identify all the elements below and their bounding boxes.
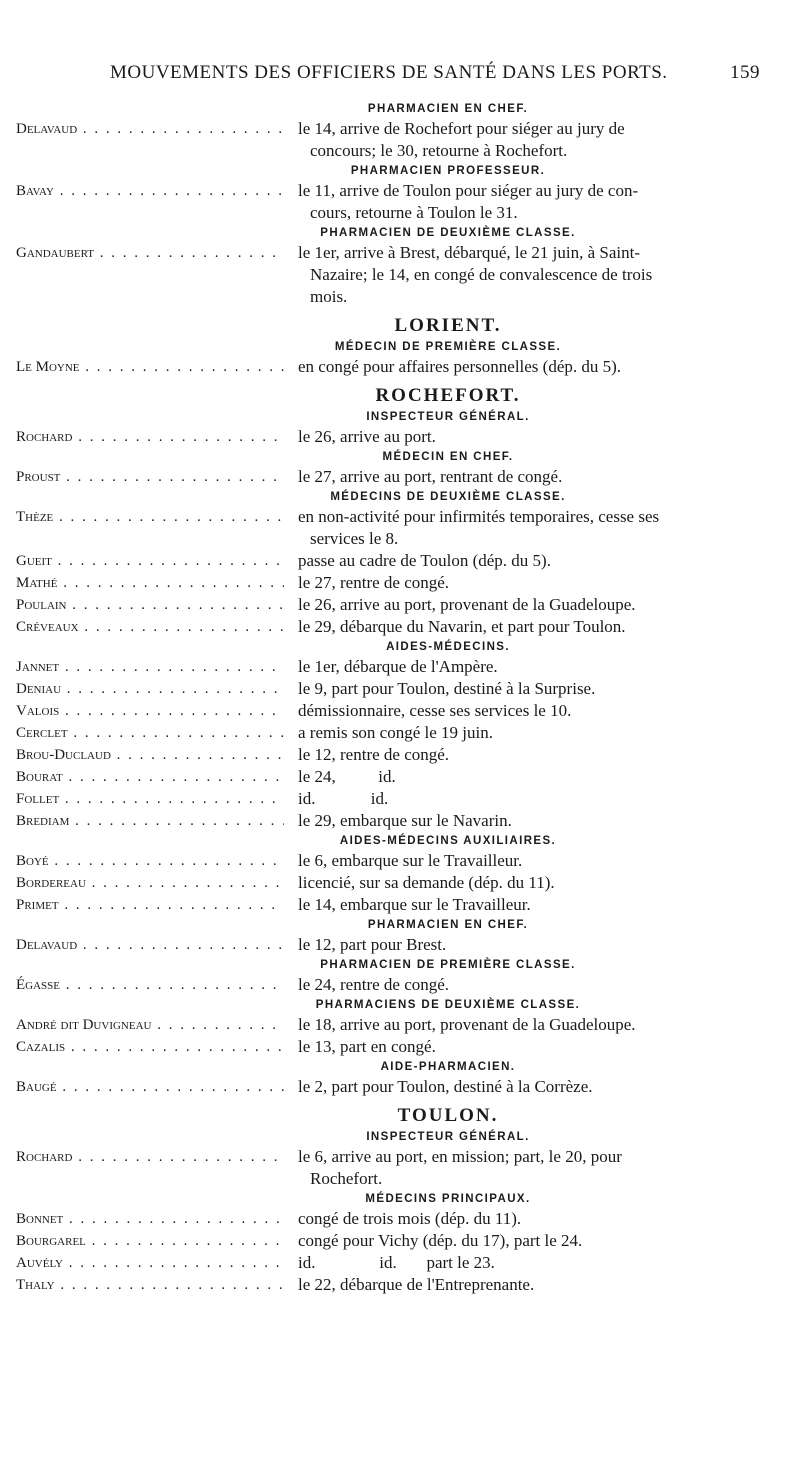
movement-line: congé de trois mois (dép. du 11). bbox=[298, 1209, 522, 1228]
movement-line: le 2, part pour Toulon, destiné à la Corrèze. bbox=[298, 1077, 593, 1096]
movement-text bbox=[284, 594, 760, 616]
movement-text bbox=[284, 722, 760, 744]
officer-name: Brou-Duclaud . . . bbox=[16, 744, 284, 766]
movement-line: le 6, arrive au port, en mission; part, le 20, pour bbox=[298, 1147, 622, 1166]
officer-name: Primet . . . bbox=[16, 894, 284, 916]
movement-line: id. id. part le 23. bbox=[298, 1253, 495, 1272]
officer-name: Brediam . . . bbox=[16, 810, 284, 832]
movement-text bbox=[284, 894, 760, 916]
officer-entry bbox=[16, 550, 760, 572]
movement-line: le 1er, débarque de l'Ampère. bbox=[298, 657, 498, 676]
officer-name: Rochard . . . bbox=[16, 426, 284, 448]
movement-line: démissionnaire, cesse ses services le 10. bbox=[298, 701, 572, 720]
movement-line: le 27, rentre de congé. bbox=[298, 573, 450, 592]
movement-text bbox=[284, 850, 760, 872]
movement-line: services le 8. bbox=[310, 529, 399, 548]
movement-line: le 14, embarque sur le Travailleur. bbox=[298, 895, 531, 914]
officer-name: Bourat . . . bbox=[16, 766, 284, 788]
officer-name: Gandaubert . . . bbox=[16, 242, 284, 264]
officer-entry bbox=[16, 616, 760, 638]
running-head bbox=[110, 62, 760, 88]
movement-text bbox=[284, 1036, 760, 1058]
movement-text bbox=[284, 550, 760, 572]
officer-name: Mathé . . . bbox=[16, 572, 284, 594]
port-heading: LORIENT. bbox=[394, 315, 502, 336]
movement-line: le 24, rentre de congé. bbox=[298, 975, 450, 994]
officer-name: Poulain . . . bbox=[16, 594, 284, 616]
movement-line: concours; le 30, retourne à Rochefort. bbox=[310, 141, 568, 160]
officer-name: Follet . . . bbox=[16, 788, 284, 810]
movement-line: licencié, sur sa demande (dép. du 11). bbox=[298, 873, 555, 892]
movement-line: le 18, arrive au port, provenant de la Guadeloupe. bbox=[298, 1015, 636, 1034]
officer-entry bbox=[16, 1076, 760, 1098]
movement-text bbox=[284, 242, 760, 308]
officer-entry bbox=[16, 242, 760, 308]
grade-heading: PHARMACIEN EN CHEF. bbox=[367, 103, 529, 115]
movement-text bbox=[284, 1076, 760, 1098]
officer-entry bbox=[16, 974, 760, 996]
grade-heading: PHARMACIEN DE PREMIÈRE CLASSE. bbox=[320, 959, 576, 971]
officer-entry bbox=[16, 118, 760, 162]
movement-line: le 12, rentre de congé. bbox=[298, 745, 450, 764]
officer-name: André dit Duvigneau . . . bbox=[16, 1014, 284, 1036]
officer-entry bbox=[16, 810, 760, 832]
grade-heading: PHARMACIENS DE DEUXIÈME CLASSE. bbox=[315, 999, 581, 1011]
officer-entry bbox=[16, 572, 760, 594]
officer-name: Bordereau . . . bbox=[16, 872, 284, 894]
movement-line: le 26, arrive au port, provenant de la Guadeloupe. bbox=[298, 595, 636, 614]
movement-line: le 29, embarque sur le Navarin. bbox=[298, 811, 512, 830]
movement-line: le 22, débarque de l'Entreprenante. bbox=[298, 1275, 535, 1294]
movement-line: id. id. bbox=[298, 789, 389, 808]
officer-entry bbox=[16, 180, 760, 224]
movement-line: le 27, arrive au port, rentrant de congé. bbox=[298, 467, 563, 486]
officer-name: Cazalis . . . bbox=[16, 1036, 284, 1058]
movement-text bbox=[284, 1230, 760, 1252]
officer-name: Rochard . . . bbox=[16, 1146, 284, 1168]
movement-line: le 29, débarque du Navarin, et part pour Toulon. bbox=[298, 617, 626, 636]
grade-heading: INSPECTEUR GÉNÉRAL. bbox=[366, 1131, 530, 1143]
officer-entry bbox=[16, 766, 760, 788]
grade-heading: INSPECTEUR GÉNÉRAL. bbox=[366, 411, 530, 423]
movement-text bbox=[284, 872, 760, 894]
movement-line: Nazaire; le 14, en congé de convalescence de trois bbox=[310, 265, 653, 284]
movement-line: le 26, arrive au port. bbox=[298, 427, 436, 446]
movement-line: en non-activité pour infirmités temporaires, cesse ses bbox=[298, 507, 660, 526]
officer-entry bbox=[16, 1208, 760, 1230]
officer-entry bbox=[16, 426, 760, 448]
officer-name: Deniau . . . bbox=[16, 678, 284, 700]
page-number: 159 bbox=[730, 62, 760, 83]
movement-line: cours, retourne à Toulon le 31. bbox=[310, 203, 518, 222]
movement-text bbox=[284, 974, 760, 996]
officer-entry bbox=[16, 1146, 760, 1190]
officer-name: Boyé . . . bbox=[16, 850, 284, 872]
movement-text bbox=[284, 466, 760, 488]
movement-text bbox=[284, 426, 760, 448]
officer-name: Créveaux . . . bbox=[16, 616, 284, 638]
movement-text bbox=[284, 934, 760, 956]
movement-text bbox=[284, 810, 760, 832]
movement-line: le 24, id. bbox=[298, 767, 396, 786]
movement-line: le 12, part pour Brest. bbox=[298, 935, 447, 954]
movement-text bbox=[284, 700, 760, 722]
officer-entry bbox=[16, 872, 760, 894]
officer-entry bbox=[16, 700, 760, 722]
officer-name: Le Moyne . . . bbox=[16, 356, 284, 378]
officer-name: Bavay . . . bbox=[16, 180, 284, 202]
officer-entry bbox=[16, 722, 760, 744]
movement-line: le 11, arrive de Toulon pour siéger au jury de con- bbox=[298, 181, 639, 200]
movement-line: le 14, arrive de Rochefort pour siéger au jury de bbox=[298, 119, 625, 138]
grade-heading: MÉDECIN DE PREMIÈRE CLASSE. bbox=[334, 341, 562, 353]
officer-entry bbox=[16, 678, 760, 700]
officer-name: Égasse . . . bbox=[16, 974, 284, 996]
officer-entry bbox=[16, 1274, 760, 1296]
movement-line: en congé pour affaires personnelles (dép. du 5). bbox=[298, 357, 622, 376]
movement-line: congé pour Vichy (dép. du 17), part le 24. bbox=[298, 1231, 583, 1250]
officer-entry bbox=[16, 894, 760, 916]
movement-line: a remis son congé le 19 juin. bbox=[298, 723, 493, 742]
officer-entry bbox=[16, 1252, 760, 1274]
officer-name: Cerclet . . . bbox=[16, 722, 284, 744]
officer-entry bbox=[16, 1014, 760, 1036]
officer-entry bbox=[16, 656, 760, 678]
movement-line: le 6, embarque sur le Travailleur. bbox=[298, 851, 523, 870]
officer-entry bbox=[16, 934, 760, 956]
movement-text bbox=[284, 1014, 760, 1036]
movement-text bbox=[284, 1146, 760, 1190]
port-heading: TOULON. bbox=[397, 1105, 499, 1126]
officer-name: Bourgarel . . . bbox=[16, 1230, 284, 1252]
movement-text bbox=[284, 506, 760, 550]
officer-name: Baugé . . . bbox=[16, 1076, 284, 1098]
grade-heading: MÉDECIN EN CHEF. bbox=[382, 451, 514, 463]
officer-entry bbox=[16, 506, 760, 550]
officer-entry bbox=[16, 850, 760, 872]
officer-name: Thèze . . . bbox=[16, 506, 284, 528]
officer-entry bbox=[16, 594, 760, 616]
officer-entry bbox=[16, 1230, 760, 1252]
movement-text bbox=[284, 1252, 760, 1274]
officer-name: Valois . . . bbox=[16, 700, 284, 722]
grade-heading: AIDE-PHARMACIEN. bbox=[380, 1061, 516, 1073]
movement-text bbox=[284, 1274, 760, 1296]
grade-heading: MÉDECINS PRINCIPAUX. bbox=[365, 1193, 531, 1205]
grade-heading: AIDES-MÉDECINS. bbox=[386, 641, 510, 653]
movement-text bbox=[284, 766, 760, 788]
movement-line: le 1er, arrive à Brest, débarqué, le 21 juin, à Saint- bbox=[298, 243, 641, 262]
movement-line: Rochefort. bbox=[310, 1169, 383, 1188]
officer-name: Auvély . . . bbox=[16, 1252, 284, 1274]
movement-text bbox=[284, 180, 760, 224]
movement-text bbox=[284, 118, 760, 162]
movement-text bbox=[284, 744, 760, 766]
movement-text bbox=[284, 356, 760, 378]
running-title: MOUVEMENTS DES OFFICIERS DE SANTÉ DANS LES PORTS. bbox=[110, 62, 668, 83]
grade-heading: PHARMACIEN PROFESSEUR. bbox=[350, 165, 546, 177]
officer-name: Bonnet . . . bbox=[16, 1208, 284, 1230]
document-body bbox=[16, 100, 760, 1296]
officer-name: Gueit . . . bbox=[16, 550, 284, 572]
officer-name: Jannet . . . bbox=[16, 656, 284, 678]
officer-entry bbox=[16, 356, 760, 378]
officer-entry bbox=[16, 744, 760, 766]
officer-name: Delavaud . . . bbox=[16, 118, 284, 140]
movement-text bbox=[284, 678, 760, 700]
movement-text bbox=[284, 616, 760, 638]
movement-line: le 13, part en congé. bbox=[298, 1037, 436, 1056]
movement-line: passe au cadre de Toulon (dép. du 5). bbox=[298, 551, 551, 570]
grade-heading: PHARMACIEN EN CHEF. bbox=[367, 919, 529, 931]
grade-heading: PHARMACIEN DE DEUXIÈME CLASSE. bbox=[320, 227, 576, 239]
officer-name: Thaly . . . bbox=[16, 1274, 284, 1296]
officer-entry bbox=[16, 1036, 760, 1058]
officer-name: Proust . . . bbox=[16, 466, 284, 488]
grade-heading: AIDES-MÉDECINS AUXILIAIRES. bbox=[339, 835, 557, 847]
movement-text bbox=[284, 656, 760, 678]
movement-text bbox=[284, 788, 760, 810]
officer-name: Delavaud . . . bbox=[16, 934, 284, 956]
officer-entry bbox=[16, 466, 760, 488]
movement-text bbox=[284, 1208, 760, 1230]
port-heading: ROCHEFORT. bbox=[375, 385, 521, 406]
officer-entry bbox=[16, 788, 760, 810]
grade-heading: MÉDECINS DE DEUXIÈME CLASSE. bbox=[330, 491, 566, 503]
movement-text bbox=[284, 572, 760, 594]
movement-line: mois. bbox=[310, 287, 348, 306]
movement-line: le 9, part pour Toulon, destiné à la Surprise. bbox=[298, 679, 596, 698]
